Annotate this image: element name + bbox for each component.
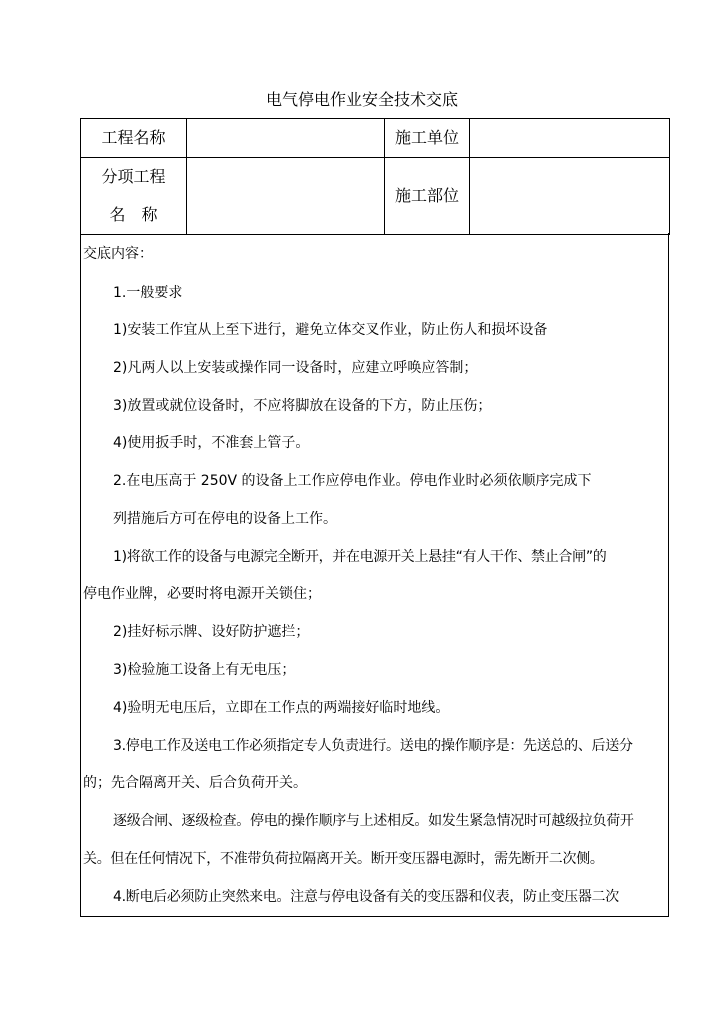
header-info-table	[80, 118, 670, 235]
content-line: 3.停电工作及送电工作必须指定专人负责进行。送电的操作顺序是：先送总的、后送分	[113, 738, 633, 754]
content-line: 关。但在任何情况下，不准带负荷拉隔离开关。断开变压器电源时，需先断开二次侧。	[83, 851, 604, 867]
construction-unit-label: 施工单位	[385, 119, 470, 158]
content-line: 1)安装工作宜从上至下进行，避免立体交叉作业，防止伤人和损坏设备	[113, 322, 548, 338]
content-line: 2)挂好标示牌、设好防护遮拦；	[113, 624, 310, 640]
project-name-field[interactable]	[187, 119, 385, 158]
content-label: 交底内容：	[83, 246, 153, 262]
construction-unit-field[interactable]	[470, 119, 670, 158]
content-line: 4.断电后必须防止突然来电。注意与停电设备有关的变压器和仪表，防止变压器二次	[113, 889, 619, 905]
subproject-label-line2: 名 称	[109, 205, 158, 224]
document-title: 电气停电作业安全技术交底	[265, 90, 458, 109]
construction-part-field[interactable]	[470, 158, 670, 235]
content-line: 的；先合隔离开关、后合负荷开关。	[83, 775, 307, 791]
content-line: 1.一般要求	[113, 285, 183, 301]
subproject-label-line1: 分项工程	[101, 167, 166, 186]
content-line: 4)验明无电压后，立即在工作点的两端接好临时地线。	[113, 700, 450, 716]
disclosure-content-box	[80, 233, 669, 917]
table-row	[81, 119, 670, 158]
content-line: 2.在电压高于 250V 的设备上工作应停电作业。停电作业时必须依顺序完成下	[113, 473, 592, 489]
project-name-label: 工程名称	[81, 119, 187, 158]
subproject-name-field[interactable]	[187, 158, 385, 235]
content-line: 4)使用扳手时，不准套上管子。	[113, 435, 310, 451]
content-line: 停电作业牌，必要时将电源开关锁住；	[83, 586, 321, 602]
content-line: 1)将欲工作的设备与电源完全断开，并在电源开关上悬挂“有人干作、禁止合闸”的	[113, 549, 607, 565]
construction-part-label: 施工部位	[385, 158, 470, 235]
content-line: 列措施后方可在停电的设备上工作。	[113, 511, 337, 527]
content-line: 3)检验施工设备上有无电压；	[113, 662, 296, 678]
subproject-name-label	[81, 158, 187, 235]
content-line: 3)放置或就位设备时，不应将脚放在设备的下方，防止压伤；	[113, 398, 492, 414]
content-line: 2)凡两人以上安装或操作同一设备时，应建立呼唤应答制；	[113, 360, 478, 376]
table-row	[81, 158, 670, 235]
content-line: 逐级合闸、逐级检查。停电的操作顺序与上述相反。如发生紧急情况时可越级拉负荷开	[113, 813, 634, 829]
